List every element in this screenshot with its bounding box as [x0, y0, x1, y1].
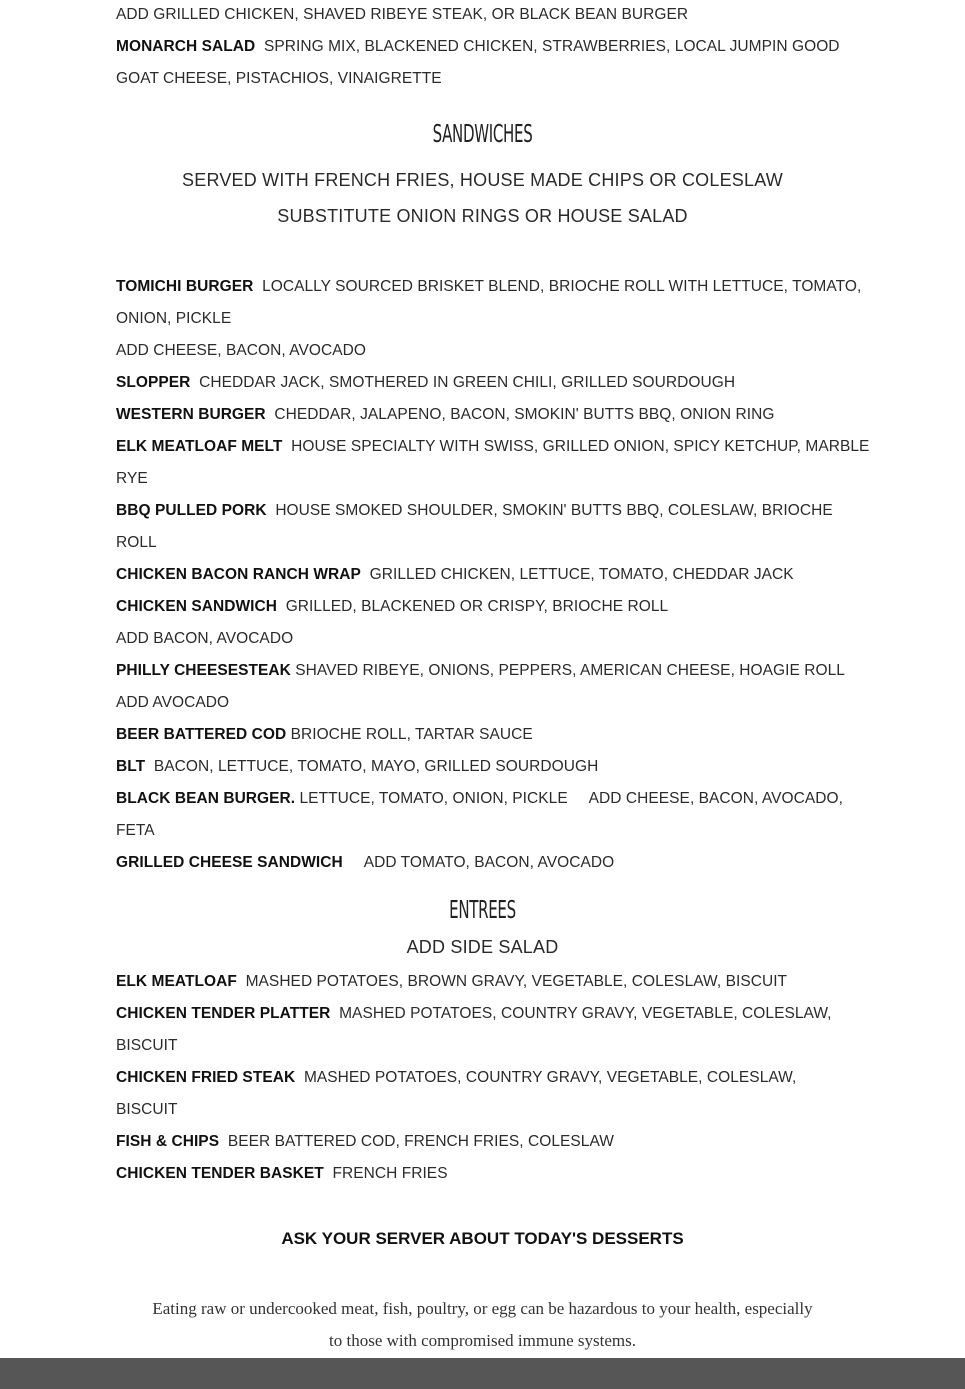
item-desc: FRENCH FRIES [332, 1165, 448, 1182]
item-desc-continued: ROLL [116, 534, 157, 551]
item-name: BLACK BEAN BURGER. [116, 790, 296, 807]
menu-item-black-bean-burger [116, 783, 876, 815]
item-name: ELK MEATLOAF [116, 973, 237, 990]
menu-item-beer-battered-cod [116, 719, 876, 751]
menu-item-fish-and-chips [116, 1126, 876, 1158]
section-heading-sandwiches: SANDWICHES [432, 119, 533, 148]
menu-item-tomichi-burger [116, 271, 876, 303]
item-name: BEER BATTERED COD [116, 726, 287, 743]
menu-item-elk-meatloaf-melt [116, 431, 876, 463]
item-desc: BEER BATTERED COD, FRENCH FRIES, COLESLAW [227, 1133, 614, 1150]
item-desc: SPRING MIX, BLACKENED CHICKEN, STRAWBERRIES, LOCAL JUMPIN GOOD [264, 38, 840, 55]
item-desc: HOUSE SPECIALTY WITH SWISS, GRILLED ONION, SPICY KETCHUP, MARBLE [291, 438, 870, 455]
menu-item-monarch-salad [116, 31, 876, 63]
menu-item-elk-meatloaf [116, 966, 876, 998]
menu-item-blt [116, 751, 876, 783]
menu-item-chicken-sandwich [116, 591, 876, 623]
menu-item-chicken-bacon-ranch-wrap [116, 559, 876, 591]
footer-bar [0, 1358, 965, 1389]
item-name: CHICKEN FRIED STEAK [116, 1069, 296, 1086]
menu-item-chicken-tender-platter [116, 998, 876, 1030]
item-add-ons: ADD BACON, AVOCADO [116, 630, 294, 647]
item-desc: CHEDDAR JACK, SMOTHERED IN GREEN CHILI, GRILLED SOURDOUGH [199, 374, 736, 391]
item-name: CHICKEN SANDWICH [116, 598, 277, 615]
health-disclaimer-line-2: to those with compromised immune systems. [329, 1331, 636, 1350]
item-name: BLT [116, 758, 146, 775]
item-desc: BACON, LETTUCE, TOMATO, MAYO, GRILLED SOURDOUGH [153, 758, 599, 775]
item-desc-continued: GOAT CHEESE, PISTACHIOS, VINAIGRETTE [116, 70, 442, 87]
item-desc-continued: BISCUIT [116, 1101, 178, 1118]
item-desc: SHAVED RIBEYE, ONIONS, PEPPERS, AMERICAN CHEESE, HOAGIE ROLL [295, 662, 845, 679]
entrees-side-salad: ADD SIDE SALAD [406, 937, 559, 957]
item-add-ons: ADD CHEESE, BACON, AVOCADO [116, 342, 366, 359]
menu-item-philly-cheesesteak [116, 655, 876, 687]
item-desc: HOUSE SMOKED SHOULDER, SMOKIN' BUTTS BBQ, COLESLAW, BRIOCHE [275, 502, 833, 519]
item-name: FISH & CHIPS [116, 1133, 220, 1150]
menu-item-bbq-pulled-pork [116, 495, 876, 527]
menu-item-chicken-tender-basket [116, 1158, 876, 1190]
item-name: PHILLY CHEESESTEAK [116, 662, 291, 679]
item-name: MONARCH SALAD [116, 38, 256, 55]
item-name: CHICKEN TENDER PLATTER [116, 1005, 331, 1022]
item-name: WESTERN BURGER [116, 406, 266, 423]
item-desc: MASHED POTATOES, COUNTRY GRAVY, VEGETABLE, COLESLAW, [339, 1005, 832, 1022]
menu-item-slopper [116, 367, 876, 399]
item-name: GRILLED CHEESE SANDWICH [116, 854, 343, 871]
item-name: ELK MEATLOAF MELT [116, 438, 283, 455]
menu-item-grilled-cheese [116, 847, 876, 879]
item-desc: MASHED POTATOES, COUNTRY GRAVY, VEGETABLE, COLESLAW, [303, 1069, 797, 1086]
item-add-ons-continued: FETA [116, 822, 155, 839]
item-desc: LOCALLY SOURCED BRISKET BLEND, BRIOCHE ROLL WITH LETTUCE, TOMATO, [262, 278, 862, 295]
item-desc-continued: RYE [116, 470, 148, 487]
section-heading-entrees: ENTREES [449, 895, 516, 924]
item-desc: CHEDDAR, JALAPENO, BACON, SMOKIN' BUTTS BBQ, ONION RING [274, 406, 775, 423]
item-add-ons: ADD TOMATO, BACON, AVOCADO [363, 854, 615, 871]
health-disclaimer-line-1: Eating raw or undercooked meat, fish, poultry, or egg can be hazardous to your health, especially [152, 1299, 813, 1318]
item-desc-continued: BISCUIT [116, 1037, 178, 1054]
item-name: SLOPPER [116, 374, 191, 391]
item-name: CHICKEN BACON RANCH WRAP [116, 566, 361, 583]
item-desc-continued: ONION, PICKLE [116, 310, 232, 327]
item-desc: MASHED POTATOES, BROWN GRAVY, VEGETABLE, COLESLAW, BISCUIT [245, 973, 788, 990]
item-name: BBQ PULLED PORK [116, 502, 267, 519]
item-desc: GRILLED, BLACKENED OR CRISPY, BRIOCHE ROLL [285, 598, 669, 615]
salad-add-protein: ADD GRILLED CHICKEN, SHAVED RIBEYE STEAK, OR BLACK BEAN BURGER [116, 6, 689, 23]
menu-item-chicken-fried-steak [116, 1062, 876, 1094]
sandwiches-substitute: SUBSTITUTE ONION RINGS OR HOUSE SALAD [277, 206, 688, 226]
item-name: CHICKEN TENDER BASKET [116, 1165, 324, 1182]
item-desc: GRILLED CHICKEN, LETTUCE, TOMATO, CHEDDAR JACK [369, 566, 794, 583]
item-name: TOMICHI BURGER [116, 278, 254, 295]
menu-item-western-burger [116, 399, 876, 431]
sandwiches-served-with: SERVED WITH FRENCH FRIES, HOUSE MADE CHIPS OR COLESLAW [182, 170, 783, 190]
item-desc: BRIOCHE ROLL, TARTAR SAUCE [290, 726, 533, 743]
item-desc: LETTUCE, TOMATO, ONION, PICKLE [299, 790, 568, 807]
desserts-note: ASK YOUR SERVER ABOUT TODAY'S DESSERTS [281, 1229, 684, 1248]
item-add-ons: ADD CHEESE, BACON, AVOCADO, [588, 790, 843, 807]
item-add-ons: ADD AVOCADO [116, 694, 230, 711]
